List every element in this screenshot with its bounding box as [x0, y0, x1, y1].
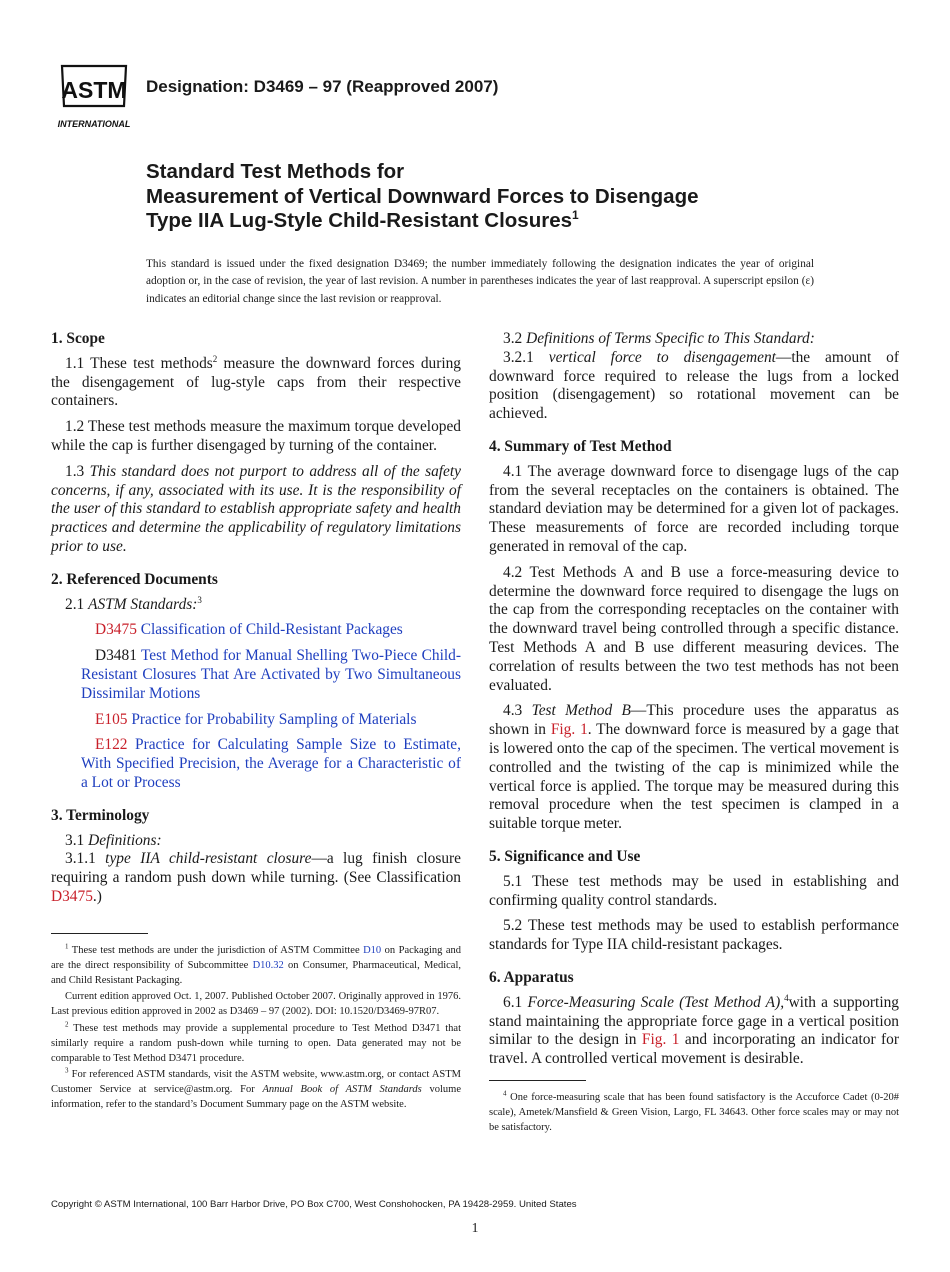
summary-p1: 4.1 The average downward force to disengage lugs of the cap from the several receptacles on the containers is obtained. The standard deviation may be determined for a given lot of packages. These measurements of force are recorded including torque generated in removal of the cap. [489, 462, 899, 555]
footnote-2: $^2$ These test methods may provide a supplemental procedure to Test Method D3471 that similarly require a random push-down while turning to open. Data generated may not be comparable to Test Method D3471 procedure. [51, 1020, 461, 1064]
summary-heading: 4. Summary of Test Method [489, 437, 672, 455]
left-column [51, 330, 461, 921]
apparatus-heading: 6. Apparatus [489, 968, 574, 986]
summary-p3: 4.3 Test Method B—This procedure uses the apparatus as shown in Fig. 1. The downward force is measured by a gage that is lowered onto the cap of the specimen. The vertical movement is controlled and the twisting of the cap is minimized while the vertical force is applied. The torque may be measured during this removal procedure when the test specimen is clamped in a suitable torque meter. [489, 702, 899, 833]
page-number: 1 [471, 1220, 479, 1235]
terminology-p2: 3.1.1 type IIA child-resistant closure—a lug finish closure requiring a random push down while turning. (See Classification D3475.) [51, 850, 461, 905]
scope-p3: 1.3 This standard does not purport to address all of the safety concerns, if any, associated with its use. It is the responsibility of the user of this standard to establish appropriate safety and health practices and determine the applicability of regulatory limitations prior to use. [51, 462, 461, 555]
terminology-p3: 3.2 Definitions of Terms Specific to This Standard: [503, 330, 815, 347]
intro-paragraph: This standard is issued under the fixed designation D3469; the number immediately following the designation indicates the year of original adoption or, in the case of revision, the year of last revision. A number in parentheses indicates the year of last reapproval. A superscript epsilon (ε) indicates an editorial change since the last revision or reapproval. [146, 258, 814, 305]
referenced-p1: 2.1 ASTM Standards:$^3$ [65, 594, 202, 613]
apparatus-p1: 6.1 Force-Measuring Scale (Test Method A),$^4$with a supporting stand maintaining the appropriate force gage in a vertical position similar to the design in Fig. 1 and incorporating an indicator for travel. A controlled vertical movement is desirable. [489, 992, 900, 1068]
footnote-rule [51, 933, 148, 934]
footnote-1: $^1$ These test methods are under the jurisdiction of ASTM Committee D10 on Packaging and are the direct responsibility of Subcommittee D10.32 on Consumer, Pharmaceutical, Medical, and Child Resistant Packaging. [51, 942, 461, 986]
reference-item[interactable]: E122 Practice for Calculating Sample Size to Estimate, With Specified Precision, the Average for a Characteristic of a Lot or Process [81, 736, 461, 791]
d10-link[interactable]: D10 [363, 945, 382, 956]
section-scope [51, 330, 461, 557]
designation: Designation: D3469 – 97 (Reapproved 2007) [146, 77, 499, 96]
terminology-p4: 3.2.1 vertical force to disengagement—the amount of downward force required to release the lugs from a locked position (disengagement) so rotational movement can be achieved. [489, 348, 899, 423]
section-summary [489, 438, 899, 834]
summary-p2: 4.2 Test Methods A and B use a force-measuring device to determine the downward force required to disengage the lugs on the cap from the corresponding receptacles on the container with the downward travel being controlled through a specific distance. Test Methods A and B use different measuring devices. The correlation of results between the two test methods has not been evaluated. [489, 563, 899, 694]
svg-text:ASTM: ASTM [61, 77, 127, 103]
referenced-heading: 2. Referenced Documents [51, 570, 218, 588]
footnote-4: $^4$ One force-measuring scale that has been found satisfactory is the Accuforce Cadet (0-20# scale), Ametek/Mansfield & Green Vision, Largo, FL 34643. Other force scales may or may not be satisfactory. [489, 1089, 899, 1133]
section-referenced [51, 571, 461, 793]
section-significance [489, 848, 899, 955]
fig1-link[interactable]: Fig. 1 [641, 1031, 680, 1049]
right-column [489, 330, 899, 1083]
title-line-1: Standard Test Methods for [146, 160, 405, 183]
reference-item[interactable]: D3475 Classification of Child-Resistant Packages [95, 621, 403, 639]
reference-item[interactable]: E105 Practice for Probability Sampling of Materials [95, 710, 417, 728]
footnotes-right [489, 1091, 899, 1137]
reference-item[interactable]: D3481 Test Method for Manual Shelling Two-Piece Child-Resistant Closures That Are Activated by Two Simultaneous Dissimilar Motions [81, 647, 461, 702]
section-terminology [51, 807, 461, 907]
section-terminology-cont [489, 330, 899, 424]
significance-p2: 5.2 These test methods may be used to establish performance standards for Type IIA child-resistant packages. [489, 917, 899, 954]
d3475-link[interactable]: D3475 [51, 887, 93, 905]
document-title [146, 160, 846, 234]
terminology-heading: 3. Terminology [51, 806, 150, 824]
significance-p1: 5.1 These test methods may be used in establishing and confirming quality control standards. [489, 872, 899, 909]
copyright: Copyright © ASTM International, 100 Barr Harbor Drive, PO Box C700, West Conshohocken, PA 19428-2959. United States [51, 1199, 577, 1210]
title-line-2: Measurement of Vertical Downward Forces to Disengage [146, 184, 699, 208]
svg-text:INTERNATIONAL: INTERNATIONAL [57, 119, 131, 129]
d10-32-link[interactable]: D10.32 [252, 959, 284, 971]
terminology-p1: 3.1 Definitions: [65, 831, 162, 849]
significance-heading: 5. Significance and Use [489, 847, 641, 865]
footnote-rule [489, 1080, 586, 1081]
astm-logo [54, 58, 134, 132]
scope-heading: 1. Scope [51, 330, 105, 347]
scope-p2: 1.2 These test methods measure the maximum torque developed while the cap is further disengaged by turning of the container. [51, 418, 461, 454]
scope-p1: 1.1 These test methods$^2$ measure the downward forces during the disengagement of lug-style caps from their respective containers. [51, 353, 462, 410]
footnotes-left [51, 944, 461, 1115]
fig1-link[interactable]: Fig. 1 [550, 721, 588, 739]
section-apparatus [489, 969, 899, 1069]
title-line-3: Type IIA Lug-Style Child-Resistant Closures$^1$ [146, 208, 579, 232]
footnote-1-edition: Current edition approved Oct. 1, 2007. Published October 2007. Originally approved in 1976. Last previous edition approved in 2002 as D3469 – 97 (2002). DOI: 10.1520/D3469-97R07. [51, 991, 461, 1018]
footnote-3: $^3$ For referenced ASTM standards, visit the ASTM website, www.astm.org, or contact ASTM Customer Service at service@astm.org. For Annual Book of ASTM Standards volume information, refer to the standard’s Document Summary page on the ASTM website. [51, 1066, 461, 1110]
